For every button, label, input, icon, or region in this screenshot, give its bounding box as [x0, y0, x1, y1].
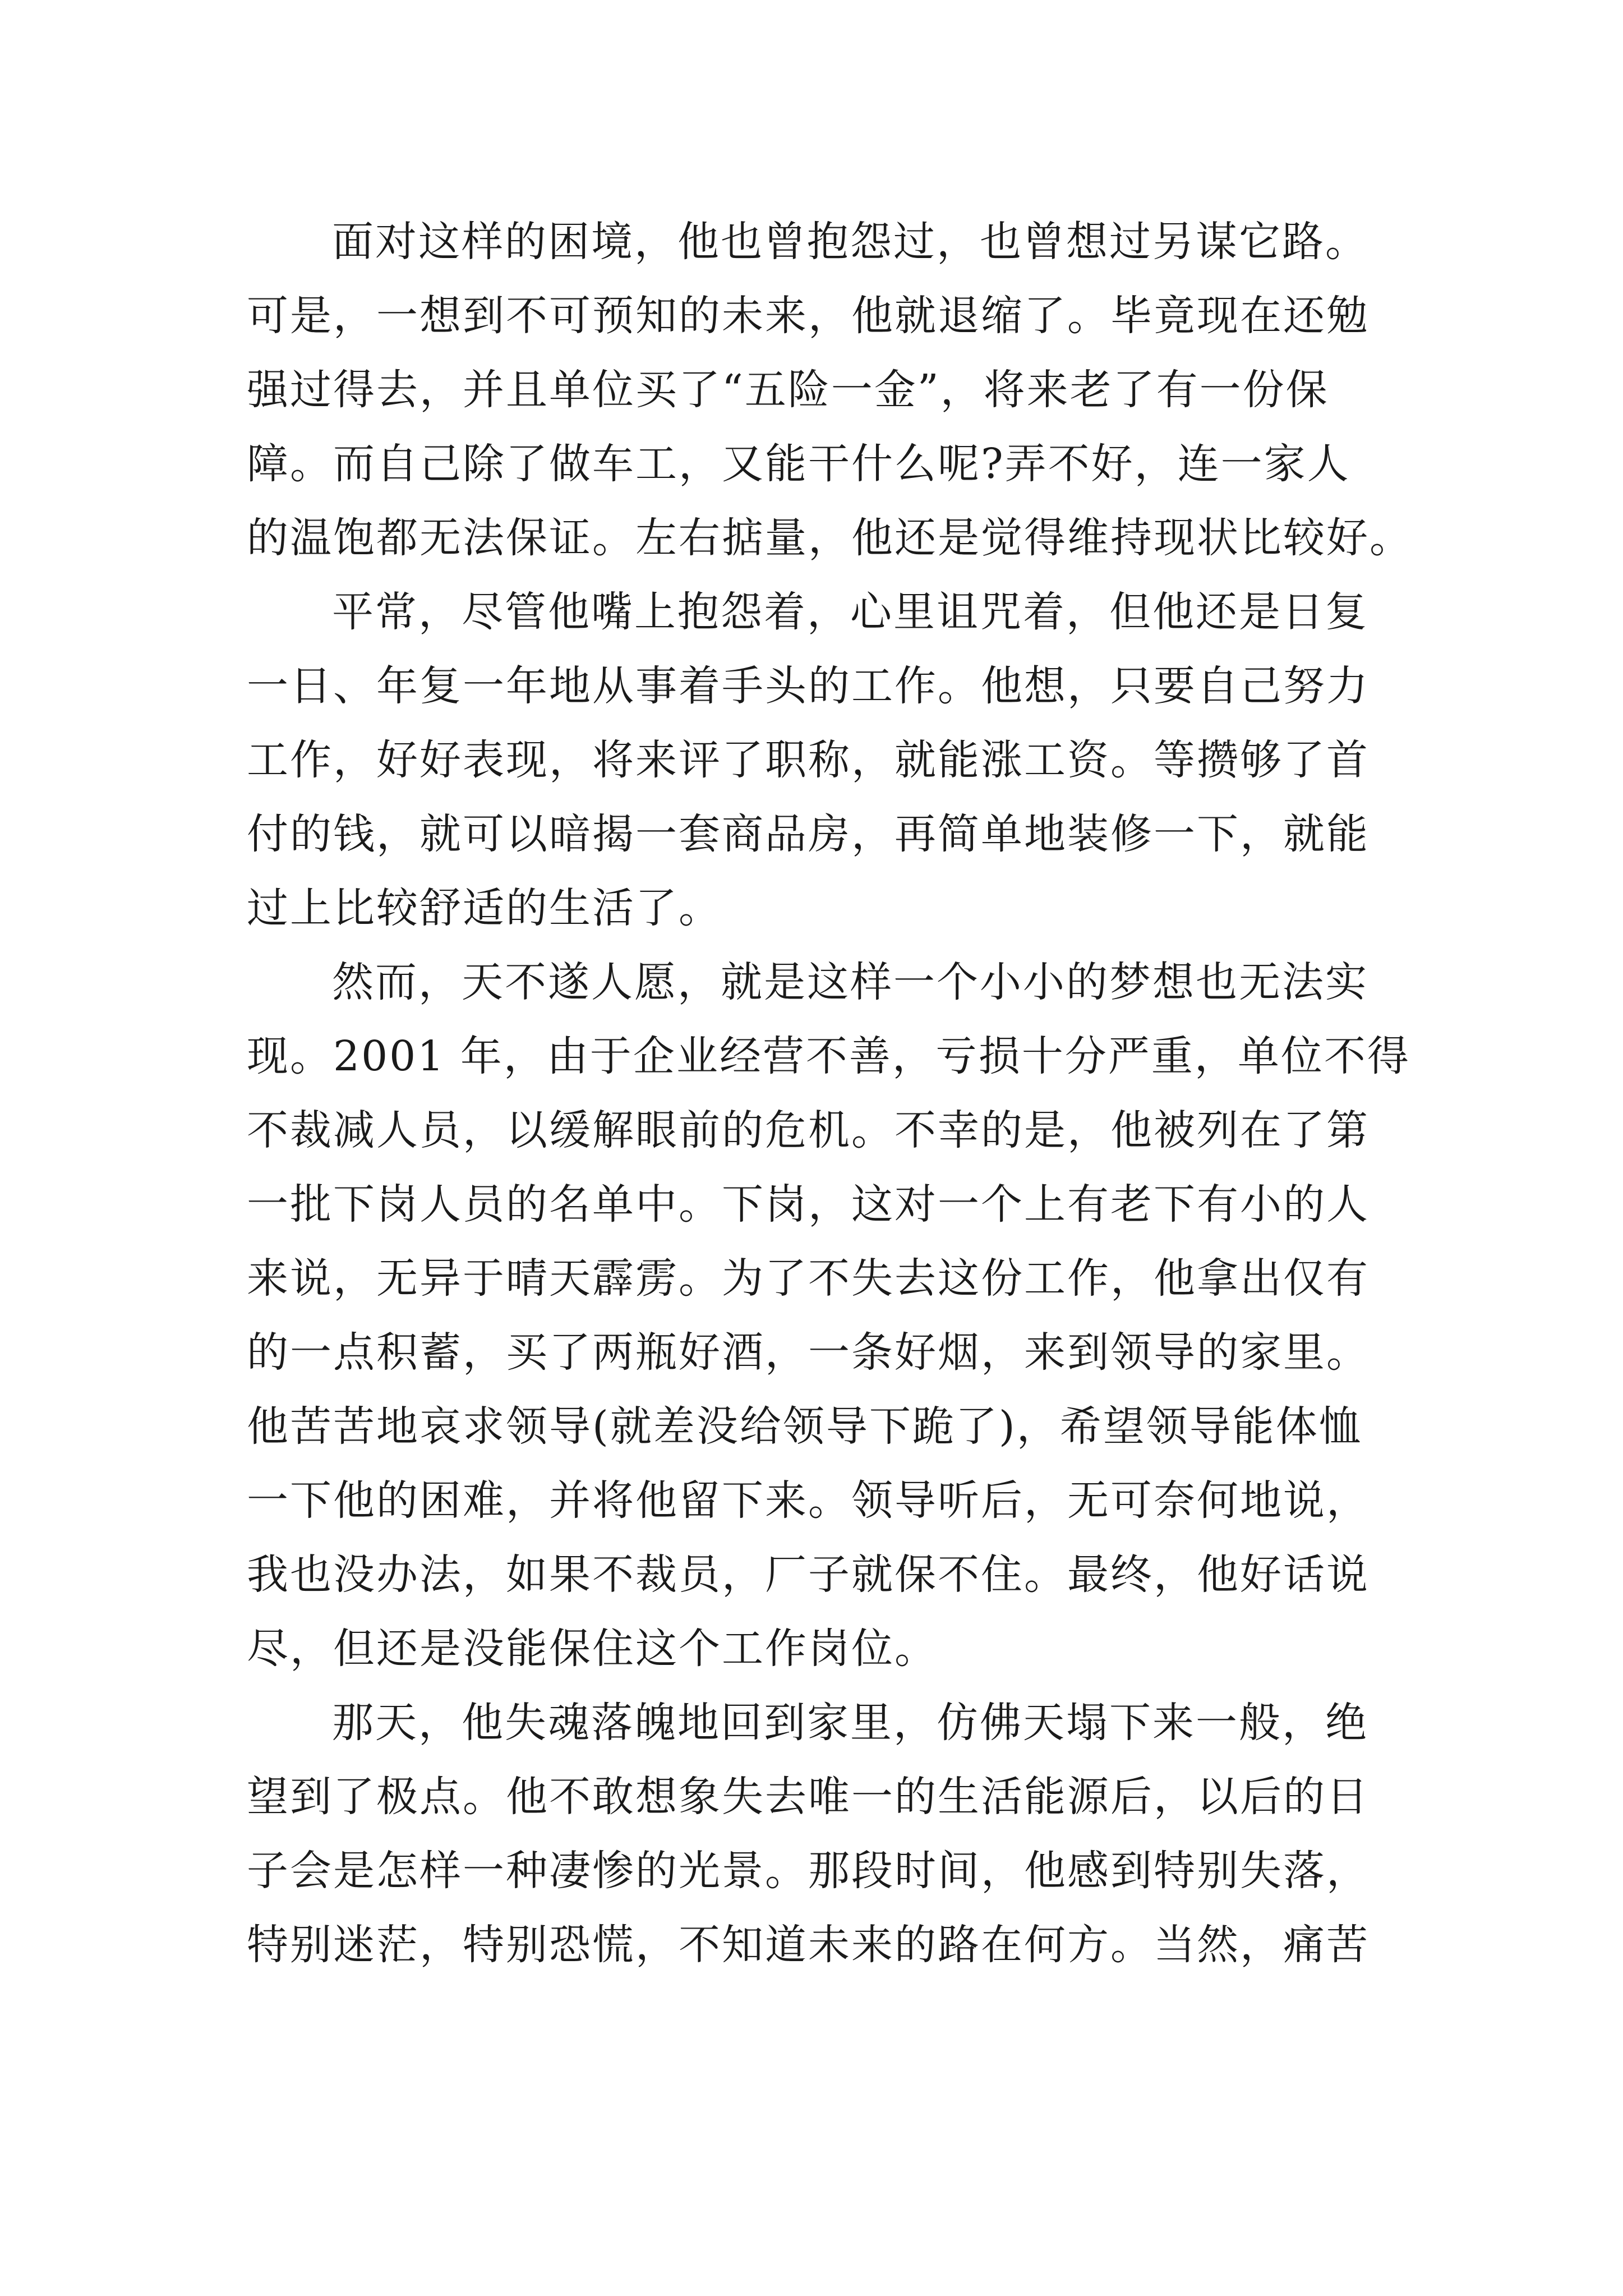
- text-line: 一下他的困难，并将他留下来。领导听后，无可奈何地说，: [247, 1476, 1370, 1525]
- text-line: 特别迷茫，特别恐慌，不知道未来的路在何方。当然，痛苦: [247, 1921, 1370, 1969]
- text-line: 的一点积蓄，买了两瓶好酒，一条好烟，来到领导的家里。: [247, 1328, 1370, 1377]
- text-line: 工作，好好表现，将来评了职称，就能涨工资。等攒够了首: [247, 736, 1370, 784]
- paragraph-4: [247, 1686, 1387, 1982]
- text-line: 他苦苦地哀求领导(就差没给领导下跪了)，希望领导能体恤: [247, 1402, 1362, 1451]
- text-line: 一批下岗人员的名单中。下岗，这对一个上有老下有小的人: [247, 1180, 1370, 1228]
- text-line: 过上比较舒适的生活了。: [247, 884, 722, 932]
- text-line: 我也没办法，如果不裁员，厂子就保不住。最终，他好话说: [247, 1550, 1370, 1599]
- text-line: 付的钱，就可以暗揭一套商品房，再简单地装修一下，就能: [247, 810, 1370, 858]
- text-line: 然而，天不遂人愿，就是这样一个小小的梦想也无法实: [332, 958, 1368, 1006]
- text-line: 的温饱都无法保证。左右掂量，他还是觉得维持现状比较好。: [247, 514, 1413, 562]
- body-text: [247, 205, 1413, 1982]
- text-line: 现。2001 年，由于企业经营不善，亏损十分严重，单位不得: [247, 1032, 1410, 1080]
- text-line: 不裁减人员，以缓解眼前的危机。不幸的是，他被列在了第: [247, 1106, 1370, 1154]
- text-line: 望到了极点。他不敢想象失去唯一的生活能源后，以后的日: [247, 1773, 1370, 1821]
- text-line: 强过得去，并且单位买了“五险一金”，将来老了有一份保: [247, 366, 1329, 414]
- text-line: 那天，他失魂落魄地回到家里，仿佛天塌下来一般，绝: [332, 1699, 1368, 1747]
- text-line: 面对这样的困境，他也曾抱怨过，也曾想过另谋它路。: [332, 218, 1368, 266]
- text-line: 障。而自己除了做车工，又能干什么呢?弄不好，连一家人: [247, 440, 1350, 488]
- text-line: 一日、年复一年地从事着手头的工作。他想，只要自己努力: [247, 662, 1370, 710]
- text-line: 子会是怎样一种凄惨的光景。那段时间，他感到特别失落，: [247, 1847, 1370, 1895]
- paragraph-1: [247, 205, 1413, 575]
- text-line: 来说，无异于晴天霹雳。为了不失去这份工作，他拿出仅有: [247, 1254, 1370, 1303]
- paragraph-3: [247, 945, 1410, 1686]
- paragraph-2: [247, 575, 1387, 945]
- text-line: 平常，尽管他嘴上抱怨着，心里诅咒着，但他还是日复: [332, 588, 1368, 636]
- text-line: 尽，但还是没能保住这个工作岗位。: [247, 1625, 938, 1673]
- text-line: 可是，一想到不可预知的未来，他就退缩了。毕竟现在还勉: [247, 292, 1370, 340]
